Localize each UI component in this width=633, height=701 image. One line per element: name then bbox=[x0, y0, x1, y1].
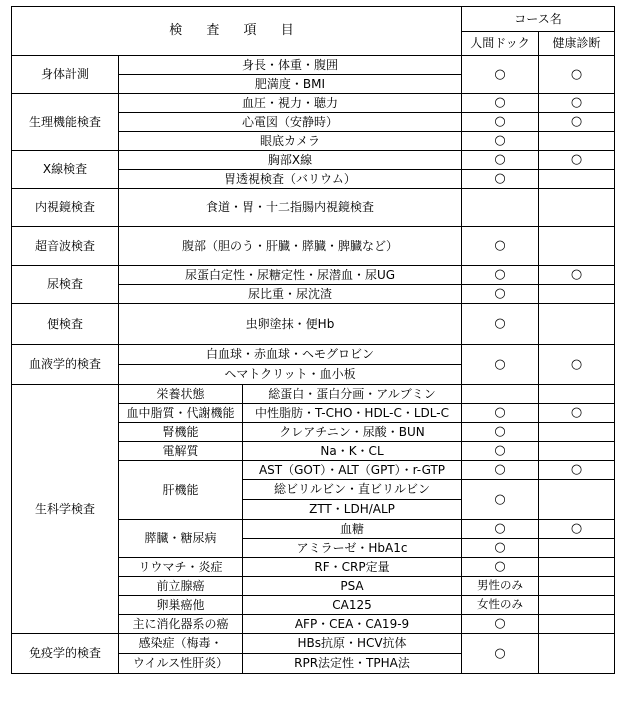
exam-items-table bbox=[11, 6, 615, 674]
kenko-shindan-mark bbox=[539, 385, 615, 404]
ningen-dock-mark: ○ bbox=[462, 151, 539, 170]
subcategory-cell: 膵臓・糖尿病 bbox=[119, 520, 243, 558]
ningen-dock-mark: ○ bbox=[462, 615, 539, 634]
subcategory-cell: リウマチ・炎症 bbox=[119, 558, 243, 577]
item-cell: 心電図（安静時） bbox=[119, 113, 462, 132]
subcategory-cell: ウイルス性肝炎） bbox=[119, 654, 243, 674]
table-header-row bbox=[12, 7, 615, 32]
category-cell: 内視鏡検査 bbox=[12, 189, 119, 227]
table-row bbox=[12, 634, 615, 654]
ningen-dock-mark: ○ bbox=[462, 461, 539, 480]
table-row bbox=[12, 151, 615, 170]
kenko-shindan-mark bbox=[539, 596, 615, 615]
kenko-shindan-mark: ○ bbox=[539, 94, 615, 113]
ningen-dock-mark: ○ bbox=[462, 285, 539, 304]
table-row bbox=[12, 227, 615, 266]
ningen-dock-note: 男性のみ bbox=[462, 577, 539, 596]
item-cell: 胸部X線 bbox=[119, 151, 462, 170]
item-cell: CA125 bbox=[243, 596, 462, 615]
kenko-shindan-mark bbox=[539, 227, 615, 266]
item-cell: ヘマトクリット・血小板 bbox=[119, 365, 462, 385]
ningen-dock-mark: ○ bbox=[462, 56, 539, 94]
item-cell: クレアチニン・尿酸・BUN bbox=[243, 423, 462, 442]
item-cell: 血糖 bbox=[243, 520, 462, 539]
item-cell: ZTT・LDH/ALP bbox=[243, 500, 462, 520]
subcategory-cell: 栄養状態 bbox=[119, 385, 243, 404]
item-cell: 血圧・視力・聴力 bbox=[119, 94, 462, 113]
ningen-dock-mark: ○ bbox=[462, 634, 539, 674]
item-cell: 総蛋白・蛋白分画・アルブミン bbox=[243, 385, 462, 404]
ningen-dock-mark: ○ bbox=[462, 266, 539, 285]
kenko-shindan-mark bbox=[539, 577, 615, 596]
item-cell: HBs抗原・HCV抗体 bbox=[243, 634, 462, 654]
kenko-shindan-mark: ○ bbox=[539, 56, 615, 94]
item-cell: アミラーゼ・HbA1c bbox=[243, 539, 462, 558]
kenko-shindan-mark bbox=[539, 634, 615, 674]
item-cell: 中性脂肪・T-CHO・HDL-C・LDL-C bbox=[243, 404, 462, 423]
kenko-shindan-mark: ○ bbox=[539, 520, 615, 539]
item-cell: Na・K・CL bbox=[243, 442, 462, 461]
subcategory-cell: 主に消化器系の癌 bbox=[119, 615, 243, 634]
kenko-shindan-mark bbox=[539, 615, 615, 634]
kenko-shindan-mark bbox=[539, 442, 615, 461]
ningen-dock-mark bbox=[462, 385, 539, 404]
kenko-shindan-mark bbox=[539, 539, 615, 558]
ningen-dock-mark: ○ bbox=[462, 132, 539, 151]
category-cell: 超音波検査 bbox=[12, 227, 119, 266]
item-cell: 尿蛋白定性・尿糖定性・尿潜血・尿UG bbox=[119, 266, 462, 285]
ningen-dock-mark: ○ bbox=[462, 227, 539, 266]
item-cell: AST（GOT）・ALT（GPT）・r-GTP bbox=[243, 461, 462, 480]
table-row bbox=[12, 304, 615, 345]
kenko-shindan-mark: ○ bbox=[539, 266, 615, 285]
category-cell: 免疫学的検査 bbox=[12, 634, 119, 674]
ningen-dock-mark: ○ bbox=[462, 94, 539, 113]
item-cell: 食道・胃・十二指腸内視鏡検査 bbox=[119, 189, 462, 227]
ningen-dock-mark: ○ bbox=[462, 113, 539, 132]
subcategory-cell: 腎機能 bbox=[119, 423, 243, 442]
ningen-dock-mark: ○ bbox=[462, 404, 539, 423]
ningen-dock-mark: ○ bbox=[462, 480, 539, 520]
kenko-shindan-mark bbox=[539, 558, 615, 577]
kenko-shindan-mark bbox=[539, 304, 615, 345]
item-cell: RPR法定性・TPHA法 bbox=[243, 654, 462, 674]
item-cell: 肥満度・BMI bbox=[119, 75, 462, 94]
ningen-dock-mark: ○ bbox=[462, 170, 539, 189]
kenko-shindan-mark bbox=[539, 170, 615, 189]
category-cell: X線検査 bbox=[12, 151, 119, 189]
ningen-dock-mark: ○ bbox=[462, 442, 539, 461]
subcategory-cell: 肝機能 bbox=[119, 461, 243, 520]
kenko-shindan-mark: ○ bbox=[539, 404, 615, 423]
kenko-shindan-mark: ○ bbox=[539, 345, 615, 385]
item-cell: 尿比重・尿沈渣 bbox=[119, 285, 462, 304]
subcategory-cell: 血中脂質・代謝機能 bbox=[119, 404, 243, 423]
ningen-dock-mark: ○ bbox=[462, 520, 539, 539]
subcategory-cell: 感染症（梅毒・ bbox=[119, 634, 243, 654]
subcategory-cell: 電解質 bbox=[119, 442, 243, 461]
ningen-dock-mark: ○ bbox=[462, 345, 539, 385]
item-cell: 白血球・赤血球・ヘモグロビン bbox=[119, 345, 462, 365]
item-cell: RF・CRP定量 bbox=[243, 558, 462, 577]
course-ningen-dock-header: 人間ドック bbox=[462, 32, 539, 56]
ningen-dock-note: 女性のみ bbox=[462, 596, 539, 615]
kenko-shindan-mark bbox=[539, 480, 615, 520]
kenko-shindan-mark bbox=[539, 132, 615, 151]
item-cell: 眼底カメラ bbox=[119, 132, 462, 151]
category-cell: 生科学検査 bbox=[12, 385, 119, 634]
kenko-shindan-mark bbox=[539, 189, 615, 227]
table-row bbox=[12, 345, 615, 365]
course-kenko-shindan-header: 健康診断 bbox=[539, 32, 615, 56]
table-row bbox=[12, 189, 615, 227]
ningen-dock-mark bbox=[462, 189, 539, 227]
table-row bbox=[12, 385, 615, 404]
kenko-shindan-mark: ○ bbox=[539, 151, 615, 170]
course-name-header: コース名 bbox=[462, 7, 615, 32]
category-cell: 身体計測 bbox=[12, 56, 119, 94]
ningen-dock-mark: ○ bbox=[462, 558, 539, 577]
category-cell: 生理機能検査 bbox=[12, 94, 119, 151]
subcategory-cell: 前立腺癌 bbox=[119, 577, 243, 596]
item-cell: AFP・CEA・CA19-9 bbox=[243, 615, 462, 634]
table-row bbox=[12, 266, 615, 285]
table-row bbox=[12, 56, 615, 75]
category-cell: 血液学的検査 bbox=[12, 345, 119, 385]
item-cell: PSA bbox=[243, 577, 462, 596]
kenko-shindan-mark bbox=[539, 285, 615, 304]
table-title: 検 査 項 目 bbox=[12, 7, 462, 56]
item-cell: 総ビリルビン・直ビリルビン bbox=[243, 480, 462, 500]
kenko-shindan-mark: ○ bbox=[539, 461, 615, 480]
subcategory-cell: 卵巣癌他 bbox=[119, 596, 243, 615]
item-cell: 腹部（胆のう・肝臓・膵臓・脾臓など） bbox=[119, 227, 462, 266]
ningen-dock-mark: ○ bbox=[462, 423, 539, 442]
table-row bbox=[12, 94, 615, 113]
category-cell: 尿検査 bbox=[12, 266, 119, 304]
ningen-dock-mark: ○ bbox=[462, 304, 539, 345]
item-cell: 胃透視検査（バリウム） bbox=[119, 170, 462, 189]
item-cell: 虫卵塗抹・便Hb bbox=[119, 304, 462, 345]
kenko-shindan-mark: ○ bbox=[539, 113, 615, 132]
kenko-shindan-mark bbox=[539, 423, 615, 442]
category-cell: 便検査 bbox=[12, 304, 119, 345]
ningen-dock-mark: ○ bbox=[462, 539, 539, 558]
item-cell: 身長・体重・腹囲 bbox=[119, 56, 462, 75]
